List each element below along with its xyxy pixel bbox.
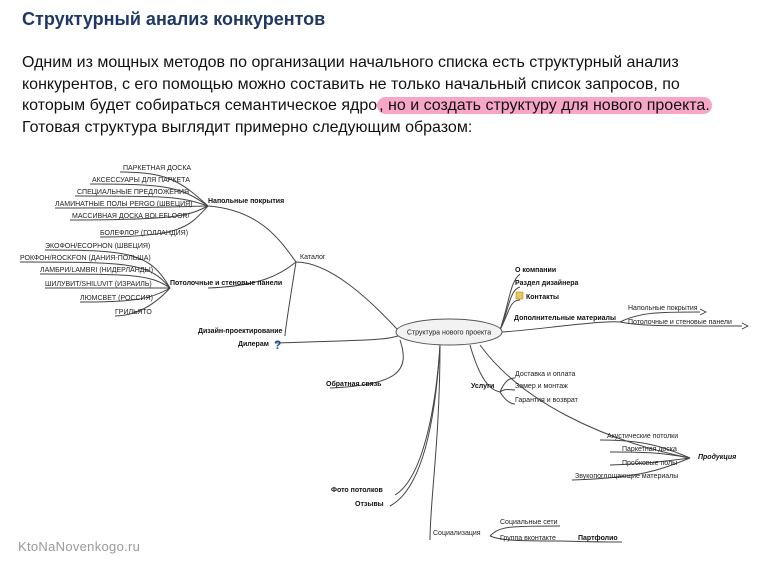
services-item: Доставка и оплата xyxy=(515,371,576,378)
photos-label: Фото потолков xyxy=(331,487,383,494)
reviews-label: Отзывы xyxy=(355,501,384,508)
pencil-icon xyxy=(516,292,523,299)
page-title: Структурный анализ конкурентов xyxy=(22,9,326,29)
social-item: Группа вконтакте xyxy=(500,535,556,542)
products-item: Звукопоглощающие материалы xyxy=(575,473,679,480)
ceiling-item: ЭКОФОН/ECOPHON (ШВЕЦИЯ) xyxy=(45,243,151,250)
about-label: О компании xyxy=(515,267,557,274)
mindmap-diagram xyxy=(0,150,764,545)
ceiling-item: ШИЛУВИТ/SHILUVIT (ИЗРАИЛЬ) xyxy=(45,281,152,288)
ceiling-item: ЛАМБРИ/LAMBRI (НИДЕРЛАНДЫ) xyxy=(40,267,154,274)
extra-label: Дополнительные материалы xyxy=(514,315,616,322)
intro-paragraph xyxy=(22,52,747,138)
services-label: Услуги xyxy=(471,383,495,390)
social-item: Социальные сети xyxy=(500,519,558,526)
watermark: KtoNaNovenkogo.ru xyxy=(18,539,141,554)
floor-label: Напольные покрытия xyxy=(208,198,285,205)
contacts-label: Контакты xyxy=(526,294,560,301)
intro-text: Одним из мощных методов по организации начального списка есть структурный анализ конкурентов, с его помощью можно составить не только начальный список запросов, по которым будет собираться семантическое ядро xyxy=(22,54,680,114)
floor-item: АКСЕССУАРЫ ДЛЯ ПАРКЕТА xyxy=(92,177,190,184)
floor-item: ПАРКЕТНАЯ ДОСКА xyxy=(123,165,192,172)
services-item: Гарантия и возврат xyxy=(515,397,578,404)
designer-label: Раздел дизайнера xyxy=(515,280,579,287)
dealers-label: Дилерам xyxy=(238,341,269,348)
intro-highlight: , но и создать структуру для нового проекта. xyxy=(379,97,710,114)
extra-item: Потолочные и стеновые панели xyxy=(628,319,732,326)
ceiling-item: ГРИЛЬЯТО xyxy=(115,309,152,316)
products-item: Пробковые полы xyxy=(622,460,678,467)
floor-item: ЛАМИНАТНЫЕ ПОЛЫ PERGO (ШВЕЦИЯ) xyxy=(55,201,193,208)
portfolio-label: Партфолио xyxy=(578,535,618,542)
ceiling-label: Потолочные и стеновые панели xyxy=(170,280,283,287)
products-item: Паркетная доска xyxy=(622,446,677,453)
products-item: Акустические потолки xyxy=(607,433,679,440)
products-label: Продукция xyxy=(698,454,737,461)
floor-item: СПЕЦИАЛЬНЫЕ ПРЕДЛОЖЕНИЯ xyxy=(77,189,190,196)
design-label: Дизайн-проектирование xyxy=(198,328,283,335)
ceiling-item: ЛЮМСВЕТ (РОССИЯ) xyxy=(80,295,153,302)
floor-item: МАССИВНАЯ ДОСКА BOLEFLOOR/ xyxy=(72,213,190,220)
contacts-node xyxy=(516,292,559,301)
social-label: Социализация xyxy=(433,530,481,537)
feedback-label: Обратная связь xyxy=(326,381,382,388)
catalog-label: Каталог xyxy=(300,254,326,261)
extra-item: Напольные покрытия xyxy=(628,305,698,312)
services-item: Замер и монтаж xyxy=(515,383,568,390)
center-node xyxy=(396,319,502,345)
intro-text-end: Готовая структура выглядит примерно следующим образом: xyxy=(22,118,473,136)
question-icon: ? xyxy=(274,338,282,352)
center-label: Структура нового проекта xyxy=(406,329,492,337)
floor-item: БОЛЕФЛОР (ГОЛЛАНДИЯ) xyxy=(100,230,189,237)
ceiling-item: РОКФОН/ROCKFON (ДАНИЯ-ПОЛЬША) xyxy=(20,255,151,262)
